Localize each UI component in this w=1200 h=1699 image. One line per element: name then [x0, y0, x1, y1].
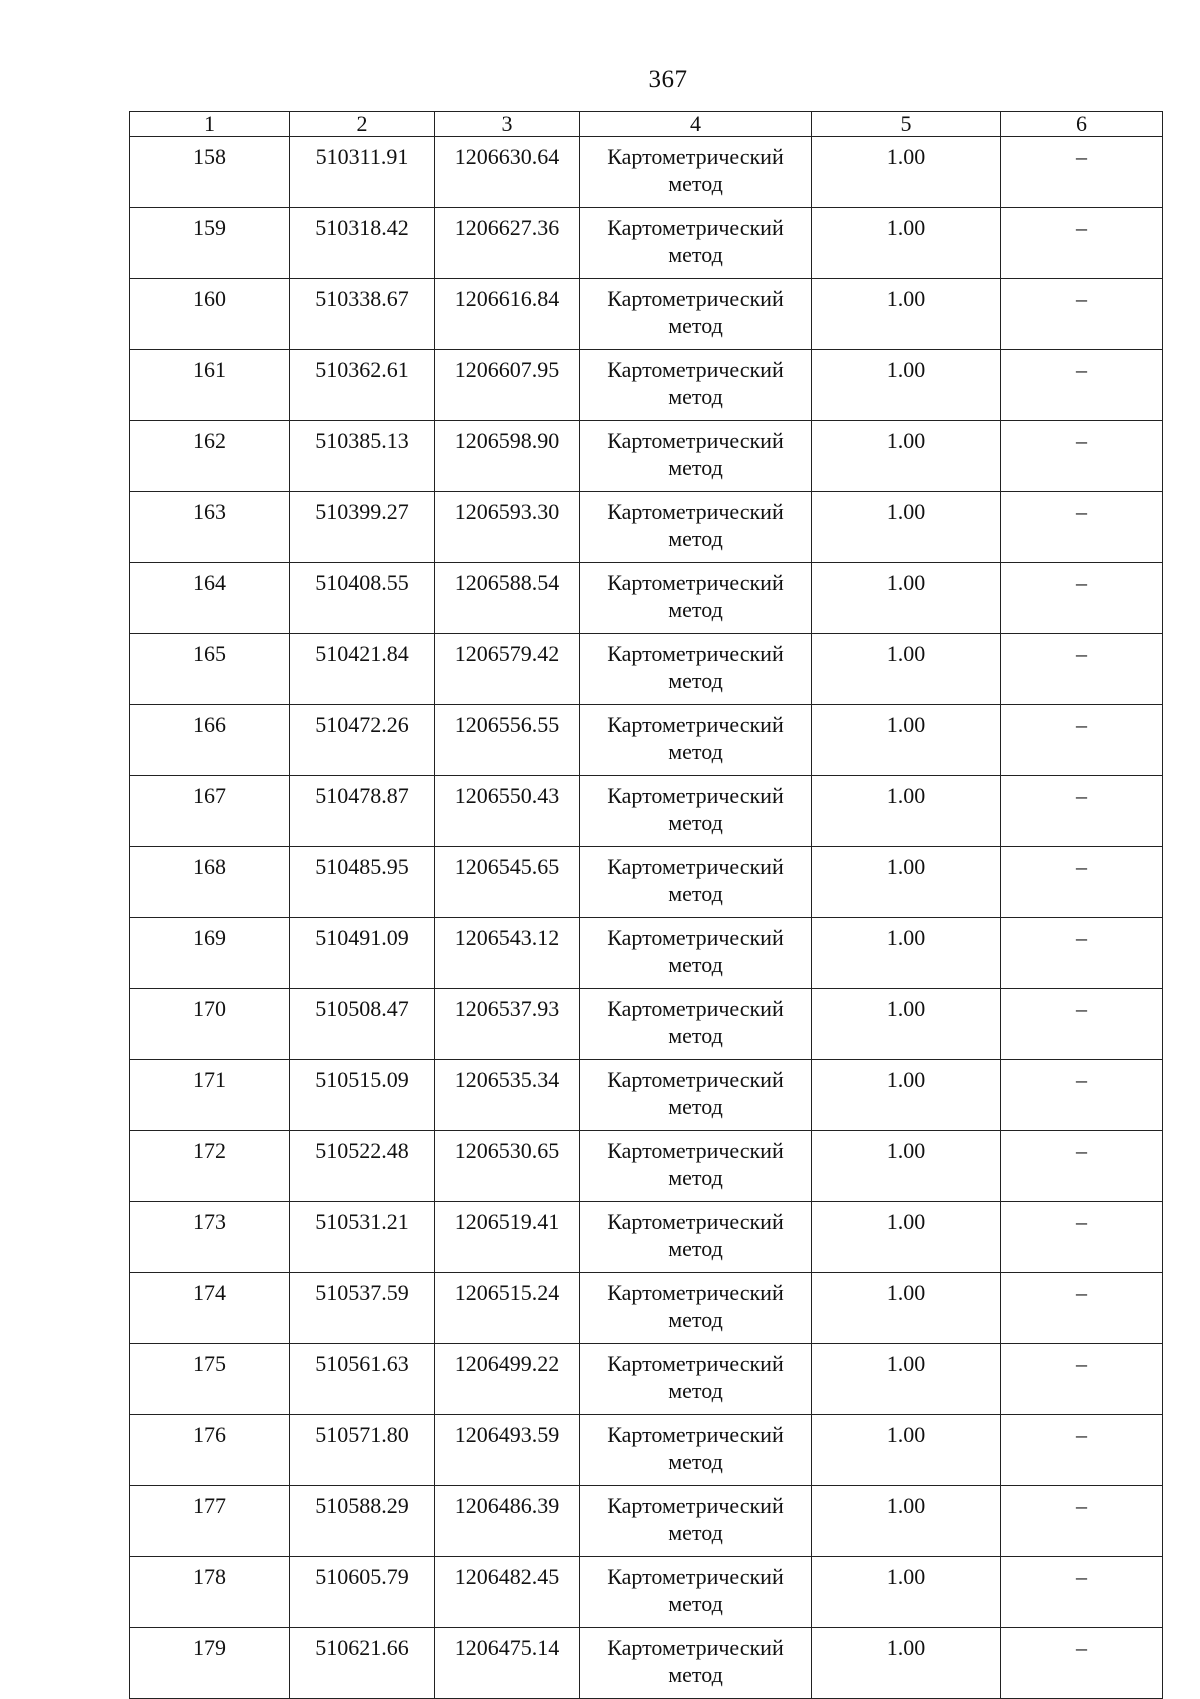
description-cell: – — [1001, 1273, 1163, 1344]
table-row — [130, 847, 1163, 918]
table-row — [130, 776, 1163, 847]
point-number-cell: 167 — [130, 776, 290, 847]
x-coordinate-cell: 510491.09 — [290, 918, 435, 989]
y-coordinate-cell: 1206493.59 — [435, 1415, 580, 1486]
description-cell: – — [1001, 208, 1163, 279]
accuracy-cell: 1.00 — [812, 1202, 1001, 1273]
table-row — [130, 350, 1163, 421]
x-coordinate-cell: 510508.47 — [290, 989, 435, 1060]
point-number-cell: 173 — [130, 1202, 290, 1273]
table-row — [130, 492, 1163, 563]
accuracy-cell: 1.00 — [812, 918, 1001, 989]
x-coordinate-cell: 510472.26 — [290, 705, 435, 776]
y-coordinate-cell: 1206482.45 — [435, 1557, 580, 1628]
accuracy-cell: 1.00 — [812, 208, 1001, 279]
x-coordinate-cell: 510362.61 — [290, 350, 435, 421]
x-coordinate-cell: 510485.95 — [290, 847, 435, 918]
y-coordinate-cell: 1206515.24 — [435, 1273, 580, 1344]
method-cell: Картометрический метод — [580, 1273, 812, 1344]
column-header: 2 — [290, 112, 435, 137]
method-cell: Картометрический метод — [580, 705, 812, 776]
x-coordinate-cell: 510561.63 — [290, 1344, 435, 1415]
method-cell: Картометрический метод — [580, 1415, 812, 1486]
table-body — [130, 137, 1163, 1699]
y-coordinate-cell: 1206530.65 — [435, 1131, 580, 1202]
point-number-cell: 175 — [130, 1344, 290, 1415]
y-coordinate-cell: 1206543.12 — [435, 918, 580, 989]
column-header: 4 — [580, 112, 812, 137]
table-row — [130, 705, 1163, 776]
y-coordinate-cell: 1206598.90 — [435, 421, 580, 492]
column-header: 3 — [435, 112, 580, 137]
point-number-cell: 168 — [130, 847, 290, 918]
point-number-cell: 158 — [130, 137, 290, 208]
x-coordinate-cell: 510478.87 — [290, 776, 435, 847]
x-coordinate-cell: 510605.79 — [290, 1557, 435, 1628]
accuracy-cell: 1.00 — [812, 421, 1001, 492]
x-coordinate-cell: 510408.55 — [290, 563, 435, 634]
description-cell: – — [1001, 1060, 1163, 1131]
description-cell: – — [1001, 634, 1163, 705]
point-number-cell: 160 — [130, 279, 290, 350]
point-number-cell: 178 — [130, 1557, 290, 1628]
table-row — [130, 1486, 1163, 1557]
y-coordinate-cell: 1206607.95 — [435, 350, 580, 421]
description-cell: – — [1001, 1202, 1163, 1273]
method-cell: Картометрический метод — [580, 279, 812, 350]
y-coordinate-cell: 1206475.14 — [435, 1628, 580, 1699]
point-number-cell: 162 — [130, 421, 290, 492]
description-cell: – — [1001, 1415, 1163, 1486]
table-row — [130, 1557, 1163, 1628]
y-coordinate-cell: 1206535.34 — [435, 1060, 580, 1131]
x-coordinate-cell: 510399.27 — [290, 492, 435, 563]
accuracy-cell: 1.00 — [812, 1557, 1001, 1628]
x-coordinate-cell: 510311.91 — [290, 137, 435, 208]
x-coordinate-cell: 510318.42 — [290, 208, 435, 279]
point-number-cell: 165 — [130, 634, 290, 705]
y-coordinate-cell: 1206499.22 — [435, 1344, 580, 1415]
method-cell: Картометрический метод — [580, 1131, 812, 1202]
description-cell: – — [1001, 776, 1163, 847]
method-cell: Картометрический метод — [580, 847, 812, 918]
accuracy-cell: 1.00 — [812, 1486, 1001, 1557]
accuracy-cell: 1.00 — [812, 1628, 1001, 1699]
point-number-cell: 164 — [130, 563, 290, 634]
method-cell: Картометрический метод — [580, 492, 812, 563]
x-coordinate-cell: 510537.59 — [290, 1273, 435, 1344]
y-coordinate-cell: 1206588.54 — [435, 563, 580, 634]
description-cell: – — [1001, 492, 1163, 563]
coordinates-table — [129, 111, 1163, 1699]
accuracy-cell: 1.00 — [812, 634, 1001, 705]
description-cell: – — [1001, 989, 1163, 1060]
method-cell: Картометрический метод — [580, 137, 812, 208]
x-coordinate-cell: 510588.29 — [290, 1486, 435, 1557]
x-coordinate-cell: 510385.13 — [290, 421, 435, 492]
x-coordinate-cell: 510338.67 — [290, 279, 435, 350]
accuracy-cell: 1.00 — [812, 1273, 1001, 1344]
description-cell: – — [1001, 847, 1163, 918]
accuracy-cell: 1.00 — [812, 1415, 1001, 1486]
y-coordinate-cell: 1206556.55 — [435, 705, 580, 776]
accuracy-cell: 1.00 — [812, 1060, 1001, 1131]
y-coordinate-cell: 1206579.42 — [435, 634, 580, 705]
y-coordinate-cell: 1206486.39 — [435, 1486, 580, 1557]
accuracy-cell: 1.00 — [812, 492, 1001, 563]
point-number-cell: 159 — [130, 208, 290, 279]
accuracy-cell: 1.00 — [812, 705, 1001, 776]
method-cell: Картометрический метод — [580, 421, 812, 492]
table-row — [130, 1415, 1163, 1486]
table-row — [130, 137, 1163, 208]
table-row — [130, 634, 1163, 705]
table-row — [130, 563, 1163, 634]
point-number-cell: 174 — [130, 1273, 290, 1344]
y-coordinate-cell: 1206537.93 — [435, 989, 580, 1060]
method-cell: Картометрический метод — [580, 563, 812, 634]
accuracy-cell: 1.00 — [812, 279, 1001, 350]
description-cell: – — [1001, 421, 1163, 492]
point-number-cell: 179 — [130, 1628, 290, 1699]
accuracy-cell: 1.00 — [812, 1131, 1001, 1202]
description-cell: – — [1001, 1628, 1163, 1699]
method-cell: Картометрический метод — [580, 1060, 812, 1131]
point-number-cell: 169 — [130, 918, 290, 989]
description-cell: – — [1001, 918, 1163, 989]
accuracy-cell: 1.00 — [812, 989, 1001, 1060]
description-cell: – — [1001, 705, 1163, 776]
table-row — [130, 1628, 1163, 1699]
x-coordinate-cell: 510522.48 — [290, 1131, 435, 1202]
method-cell: Картометрический метод — [580, 634, 812, 705]
y-coordinate-cell: 1206627.36 — [435, 208, 580, 279]
table-row — [130, 421, 1163, 492]
table-row — [130, 1202, 1163, 1273]
point-number-cell: 161 — [130, 350, 290, 421]
table-row — [130, 1131, 1163, 1202]
method-cell: Картометрический метод — [580, 350, 812, 421]
method-cell: Картометрический метод — [580, 1202, 812, 1273]
y-coordinate-cell: 1206630.64 — [435, 137, 580, 208]
description-cell: – — [1001, 563, 1163, 634]
y-coordinate-cell: 1206519.41 — [435, 1202, 580, 1273]
table-row — [130, 208, 1163, 279]
accuracy-cell: 1.00 — [812, 350, 1001, 421]
table-row — [130, 918, 1163, 989]
method-cell: Картометрический метод — [580, 1344, 812, 1415]
y-coordinate-cell: 1206593.30 — [435, 492, 580, 563]
point-number-cell: 170 — [130, 989, 290, 1060]
y-coordinate-cell: 1206545.65 — [435, 847, 580, 918]
method-cell: Картометрический метод — [580, 989, 812, 1060]
point-number-cell: 172 — [130, 1131, 290, 1202]
point-number-cell: 177 — [130, 1486, 290, 1557]
point-number-cell: 163 — [130, 492, 290, 563]
table-row — [130, 1273, 1163, 1344]
x-coordinate-cell: 510531.21 — [290, 1202, 435, 1273]
description-cell: – — [1001, 1557, 1163, 1628]
method-cell: Картометрический метод — [580, 1486, 812, 1557]
description-cell: – — [1001, 1486, 1163, 1557]
method-cell: Картометрический метод — [580, 1557, 812, 1628]
column-header: 1 — [130, 112, 290, 137]
column-header: 5 — [812, 112, 1001, 137]
point-number-cell: 166 — [130, 705, 290, 776]
accuracy-cell: 1.00 — [812, 847, 1001, 918]
accuracy-cell: 1.00 — [812, 1344, 1001, 1415]
description-cell: – — [1001, 279, 1163, 350]
method-cell: Картометрический метод — [580, 776, 812, 847]
description-cell: – — [1001, 1131, 1163, 1202]
description-cell: – — [1001, 137, 1163, 208]
y-coordinate-cell: 1206616.84 — [435, 279, 580, 350]
table-row — [130, 1344, 1163, 1415]
accuracy-cell: 1.00 — [812, 137, 1001, 208]
method-cell: Картометрический метод — [580, 918, 812, 989]
coordinates-table-container — [129, 111, 1162, 1699]
x-coordinate-cell: 510515.09 — [290, 1060, 435, 1131]
x-coordinate-cell: 510421.84 — [290, 634, 435, 705]
table-row — [130, 989, 1163, 1060]
x-coordinate-cell: 510621.66 — [290, 1628, 435, 1699]
point-number-cell: 176 — [130, 1415, 290, 1486]
table-header-row — [130, 112, 1163, 137]
method-cell: Картометрический метод — [580, 1628, 812, 1699]
description-cell: – — [1001, 350, 1163, 421]
page-number: 367 — [648, 66, 688, 93]
table-row — [130, 1060, 1163, 1131]
accuracy-cell: 1.00 — [812, 776, 1001, 847]
description-cell: – — [1001, 1344, 1163, 1415]
table-row — [130, 279, 1163, 350]
x-coordinate-cell: 510571.80 — [290, 1415, 435, 1486]
method-cell: Картометрический метод — [580, 208, 812, 279]
point-number-cell: 171 — [130, 1060, 290, 1131]
accuracy-cell: 1.00 — [812, 563, 1001, 634]
column-header: 6 — [1001, 112, 1163, 137]
y-coordinate-cell: 1206550.43 — [435, 776, 580, 847]
